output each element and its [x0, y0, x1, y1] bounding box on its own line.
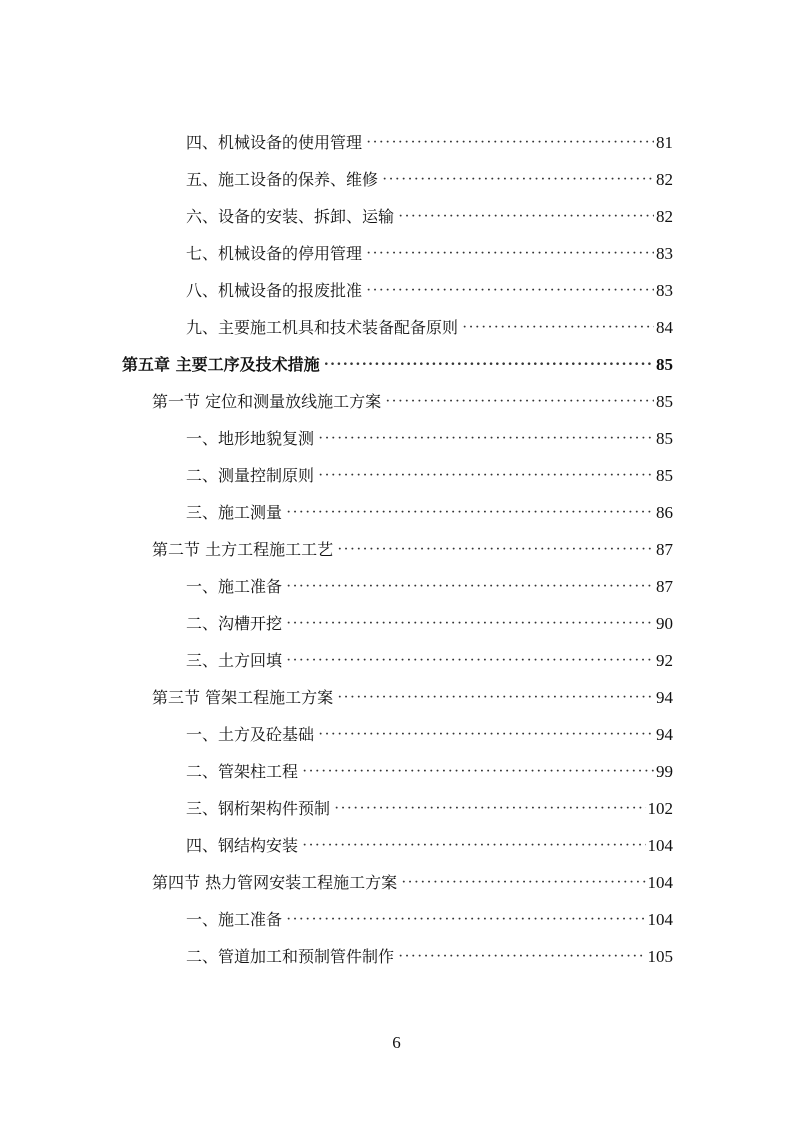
toc-entry-title: 三、施工测量: [186, 503, 283, 522]
dot-leader: [286, 909, 645, 931]
toc-entry[interactable]: [186, 831, 673, 857]
toc-entry-page: 82: [656, 170, 673, 189]
toc-entry-title: 二、管架柱工程: [186, 762, 299, 781]
toc-entry-page: 104: [647, 873, 673, 892]
dot-leader: [398, 206, 654, 228]
toc-entry-title: 二、沟槽开挖: [186, 614, 283, 633]
toc-entry[interactable]: [186, 424, 673, 450]
toc-entry-title: 三、土方回填: [186, 651, 283, 670]
toc-entry-page: 94: [656, 725, 673, 744]
toc-entry-page: 105: [647, 947, 673, 966]
dot-leader: [337, 687, 654, 709]
toc-chapter-entry[interactable]: [122, 350, 673, 376]
toc-entry-title: 一、土方及砼基础: [186, 725, 315, 744]
toc-entry-title: 第二节 土方工程施工工艺: [152, 540, 334, 559]
toc-entry[interactable]: [186, 794, 673, 820]
toc-entry-title: 四、机械设备的使用管理: [186, 133, 363, 152]
toc-entry-title: 七、机械设备的停用管理: [186, 244, 363, 263]
toc-entry-title: 一、施工准备: [186, 577, 283, 596]
toc-section-entry[interactable]: [152, 387, 673, 413]
dot-leader: [385, 391, 654, 413]
toc-entry-page: 104: [647, 836, 673, 855]
toc-entry-page: 84: [656, 318, 673, 337]
dot-leader: [318, 428, 654, 450]
toc-entry-page: 85: [656, 429, 673, 448]
dot-leader: [302, 835, 645, 857]
dot-leader: [366, 280, 654, 302]
toc-section-entry[interactable]: [152, 535, 673, 561]
toc-entry[interactable]: [186, 239, 673, 265]
toc-entry-title: 三、钢桁架构件预制: [186, 799, 331, 818]
dot-leader: [324, 354, 654, 376]
toc-entry-title: 八、机械设备的报废批准: [186, 281, 363, 300]
page-number: 6: [392, 1033, 401, 1052]
toc-entry[interactable]: [186, 276, 673, 302]
toc-entry[interactable]: [186, 313, 673, 339]
toc-entry-page: 83: [656, 244, 673, 263]
toc-entry-title: 二、测量控制原则: [186, 466, 315, 485]
dot-leader: [398, 946, 645, 968]
toc-entry-title: 九、主要施工机具和技术装备配备原则: [186, 318, 459, 337]
dot-leader: [337, 539, 654, 561]
dot-leader: [286, 502, 654, 524]
dot-leader: [318, 465, 654, 487]
dot-leader: [334, 798, 645, 820]
dot-leader: [366, 243, 654, 265]
toc-entry-page: 102: [647, 799, 673, 818]
toc-entry-title: 五、施工设备的保养、维修: [186, 170, 379, 189]
dot-leader: [318, 724, 654, 746]
toc-entry-page: 83: [656, 281, 673, 300]
toc-entry-title: 一、施工准备: [186, 910, 283, 929]
toc-entry-page: 87: [656, 540, 673, 559]
toc-entry-page: 81: [656, 133, 673, 152]
dot-leader: [286, 613, 654, 635]
toc-entry-page: 90: [656, 614, 673, 633]
toc-entry-page: 85: [656, 392, 673, 411]
toc-entry[interactable]: [186, 165, 673, 191]
toc-section-entry[interactable]: [152, 868, 673, 894]
toc-entry[interactable]: [186, 609, 673, 635]
toc-entry-page: 104: [647, 910, 673, 929]
toc-entry[interactable]: [186, 757, 673, 783]
toc-entry-title: 六、设备的安装、拆卸、运输: [186, 207, 395, 226]
toc-entry[interactable]: [186, 720, 673, 746]
toc-entry-title: 第五章 主要工序及技术措施: [122, 355, 320, 374]
toc-entry-title: 四、钢结构安装: [186, 836, 299, 855]
dot-leader: [286, 576, 654, 598]
toc-entry-title: 一、地形地貌复测: [186, 429, 315, 448]
toc-entry-page: 82: [656, 207, 673, 226]
toc-entry-page: 92: [656, 651, 673, 670]
toc-entry-page: 85: [656, 466, 673, 485]
toc-entry[interactable]: [186, 942, 673, 968]
toc-entry-page: 99: [656, 762, 673, 781]
toc-entry[interactable]: [186, 905, 673, 931]
toc-entry[interactable]: [186, 128, 673, 154]
dot-leader: [462, 317, 654, 339]
toc-entry-page: 85: [656, 355, 673, 374]
toc-entry[interactable]: [186, 461, 673, 487]
dot-leader: [302, 761, 654, 783]
toc-entry[interactable]: [186, 646, 673, 672]
toc-entry-title: 第一节 定位和测量放线施工方案: [152, 392, 382, 411]
dot-leader: [286, 650, 654, 672]
dot-leader: [382, 169, 654, 191]
toc-entry-page: 94: [656, 688, 673, 707]
toc-entry-title: 第三节 管架工程施工方案: [152, 688, 334, 707]
toc-entry-title: 第四节 热力管网安装工程施工方案: [152, 873, 398, 892]
toc-entry[interactable]: [186, 202, 673, 228]
toc-section-entry[interactable]: [152, 683, 673, 709]
toc-entry[interactable]: [186, 572, 673, 598]
toc-entry-title: 二、管道加工和预制管件制作: [186, 947, 395, 966]
dot-leader: [401, 872, 645, 894]
toc-entry-page: 87: [656, 577, 673, 596]
toc-entry[interactable]: [186, 498, 673, 524]
dot-leader: [366, 132, 654, 154]
toc-entry-page: 86: [656, 503, 673, 522]
